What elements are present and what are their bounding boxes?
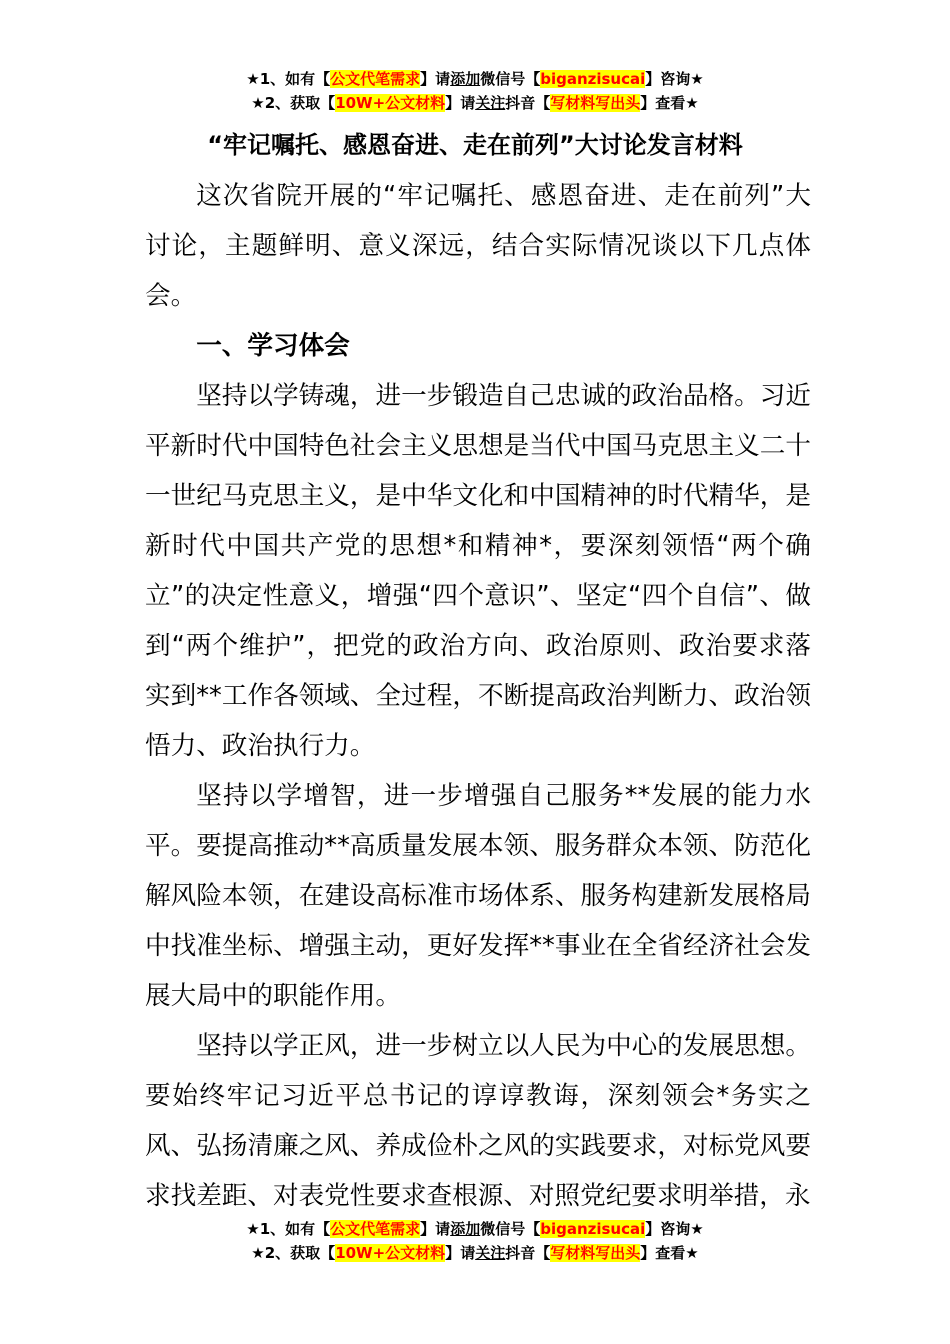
body-paragraph: 坚持以学增智，进一步增强自己服务**发展的能力水平。要提高推动**高质量发展本领、服务群众本领、防范化解风险本领，在建设高标准市场体系、服务构建新发展格局中找准坐标、增强主动，更好发挥**事业在全省经济社会发展大局中的职能作用。 xyxy=(145,781,811,1011)
top-promo-banner xyxy=(0,68,950,116)
document-title: “牢记嘱托、感恩奋进、走在前列”大讨论发言材料 xyxy=(207,131,743,159)
promo-highlight: 10W+公文材料 xyxy=(335,1244,446,1262)
body-paragraph: 坚持以学正风，进一步树立以人民为中心的发展思想。要始终牢记习近平总书记的谆谆教诲，深刻领会*务实之风、弘扬清廉之风、养成俭朴之风的实践要求，对标党风要求找差距、对表党性要求查根源、对照党纪要求明举措，永 xyxy=(145,1031,811,1211)
promo-highlight: 10W+公文材料 xyxy=(335,94,446,112)
body-paragraph: 坚持以学铸魂，进一步锻造自己忠诚的政治品格。习近平新时代中国特色社会主义思想是当代中国马克思主义二十一世纪马克思主义，是中华文化和中国精神的时代精华，是新时代中国共产党的思想*和精神*，要深刻领悟“两个确立”的决定性意义，增强“四个意识”、坚定“四个自信”、做到“两个维护”，把党的政治方向、政治原则、政治要求落实到**工作各领域、全过程，不断提高政治判断力、政治领悟力、政治执行力。 xyxy=(145,381,811,761)
bottom-promo-banner xyxy=(0,1218,950,1266)
promo-line-2: ★2、获取【10W+公文材料】请关注抖音【写材料写出头】查看★ xyxy=(251,1244,699,1262)
promo-line-2: ★2、获取【10W+公文材料】请关注抖音【写材料写出头】查看★ xyxy=(251,94,699,112)
promo-highlight: 公文代笔需求 xyxy=(330,70,421,88)
document-body xyxy=(145,171,811,1221)
intro-paragraph: 这次省院开展的“牢记嘱托、感恩奋进、走在前列”大讨论，主题鲜明、意义深远，结合实际情况谈以下几点体会。 xyxy=(145,181,811,311)
promo-highlight: biganzisucai xyxy=(540,70,646,88)
promo-highlight: 写材料写出头 xyxy=(550,94,641,112)
promo-highlight: 写材料写出头 xyxy=(550,1244,641,1262)
section-heading: 一、学习体会 xyxy=(196,331,350,361)
promo-line-1: ★1、如有【公文代笔需求】请添加微信号【biganzisucai】咨询★ xyxy=(246,1220,704,1238)
promo-line-1: ★1、如有【公文代笔需求】请添加微信号【biganzisucai】咨询★ xyxy=(246,70,704,88)
promo-highlight: 公文代笔需求 xyxy=(330,1220,421,1238)
promo-highlight: biganzisucai xyxy=(540,1220,646,1238)
